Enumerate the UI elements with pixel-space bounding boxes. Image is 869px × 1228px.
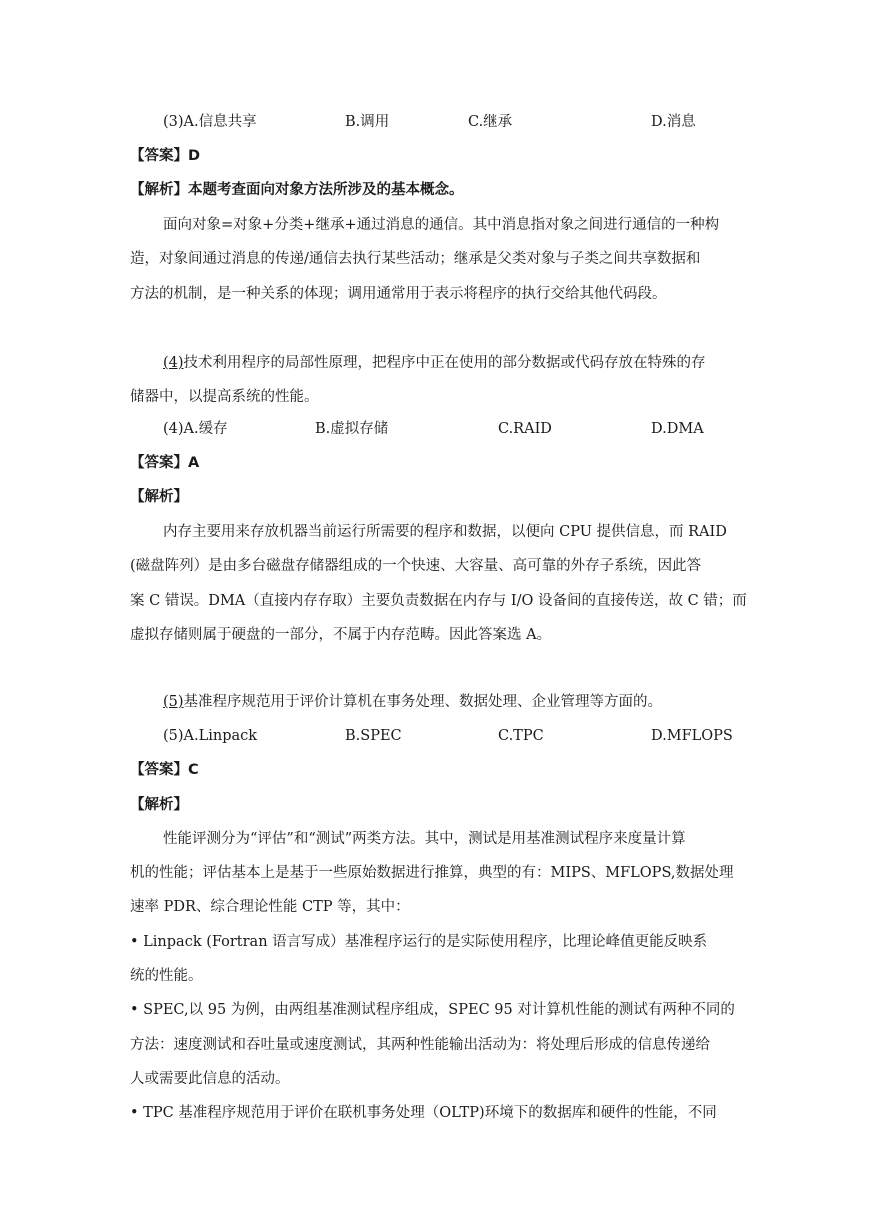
q5-bullet-tpc: • TPC 基准程序规范用于评价在联机事务处理（OLTP)环境下的数据库和硬件的性能，不同 <box>130 1105 717 1121</box>
q3-option-a: (3)A.信息共享 <box>163 114 257 130</box>
q5-analysis-line: 速率 PDR、综合理论性能 CTP 等，其中： <box>130 899 410 915</box>
q4-analysis-line: 内存主要用来存放机器当前运行所需要的程序和数据，以便向 CPU 提供信息，而 RAID <box>163 524 727 540</box>
q3-analysis-line: 面向对象=对象+分类+继承+通过消息的通信。其中消息指对象之间进行通信的一种构 <box>163 217 720 233</box>
q3-option-d: D.消息 <box>651 114 696 130</box>
q4-option-a: (4)A.缓存 <box>163 421 228 437</box>
q4-analysis-line: 虚拟存储则属于硬盘的一部分，不属于内存范畴。因此答案选 A。 <box>130 627 552 643</box>
q4-number: (4) <box>163 355 184 371</box>
q4-option-d: D.DMA <box>651 421 704 437</box>
q5-analysis-line: 性能评测分为“评估”和“测试”两类方法。其中，测试是用基准测试程序来度量计算 <box>163 831 686 847</box>
q5-option-c: C.TPC <box>498 728 544 744</box>
q4-analysis-title: 【解析】 <box>130 489 188 505</box>
q5-stem-text: 基准程序规范用于评价计算机在事务处理、数据处理、企业管理等方面的。 <box>183 694 663 710</box>
q5-analysis-line: 机的性能；评估基本上是基于一些原始数据进行推算，典型的有：MIPS、MFLOPS,数据处理 <box>130 865 734 881</box>
q3-analysis-line: 造，对象间通过消息的传递/通信去执行某些活动；继承是父类对象与子类之间共享数据和 <box>130 251 701 267</box>
q5-bullet-linpack: • Linpack (Fortran 语言写成）基准程序运行的是实际使用程序，比理论峰值更能反映系 <box>130 934 708 950</box>
q4-analysis-line: (磁盘阵列）是由多台磁盘存储器组成的一个快速、大容量、高可靠的外存子系统，因此答 <box>130 558 702 574</box>
q4-stem-text: 技术利用程序的局部性原理，把程序中正在使用的部分数据或代码存放在特殊的存 <box>183 355 706 371</box>
q5-option-a: (5)A.Linpack <box>163 728 258 744</box>
q5-analysis-line: 人或需要此信息的活动。 <box>130 1071 290 1087</box>
q5-analysis-title: 【解析】 <box>130 797 188 813</box>
q4-stem-line: 储器中，以提高系统的性能。 <box>130 389 319 405</box>
q4-analysis-line: 案 C 错误。DMA（直接内存存取）主要负责数据在内存与 I/O 设备间的直接传送，故 C 错；而 <box>130 593 747 609</box>
q3-analysis-title: 【解析】本题考查面向对象方法所涉及的基本概念。 <box>130 182 464 198</box>
q4-stem <box>163 352 706 374</box>
q3-option-b: B.调用 <box>345 114 390 130</box>
q5-bullet-spec: • SPEC,以 95 为例，由两组基准测试程序组成，SPEC 95 对计算机性能的测试有两种不同的 <box>130 1002 735 1018</box>
q3-option-c: C.继承 <box>468 114 513 130</box>
q5-option-b: B.SPEC <box>345 728 402 744</box>
q3-analysis-line: 方法的机制，是一种关系的体现；调用通常用于表示将程序的执行交给其他代码段。 <box>130 286 667 302</box>
q5-number: (5) <box>163 694 184 710</box>
q3-answer: 【答案】D <box>130 148 201 164</box>
q5-stem <box>163 691 662 713</box>
q4-answer: 【答案】A <box>130 455 200 471</box>
q5-option-d: D.MFLOPS <box>651 728 733 744</box>
q4-option-b: B.虚拟存储 <box>315 421 389 437</box>
q5-analysis-line: 方法：速度测试和吞吐量或速度测试，其两种性能输出活动为：将处理后形成的信息传递给 <box>130 1037 710 1053</box>
q4-option-c: C.RAID <box>498 421 552 437</box>
q5-analysis-line: 统的性能。 <box>130 968 203 984</box>
q5-answer: 【答案】C <box>130 762 199 778</box>
